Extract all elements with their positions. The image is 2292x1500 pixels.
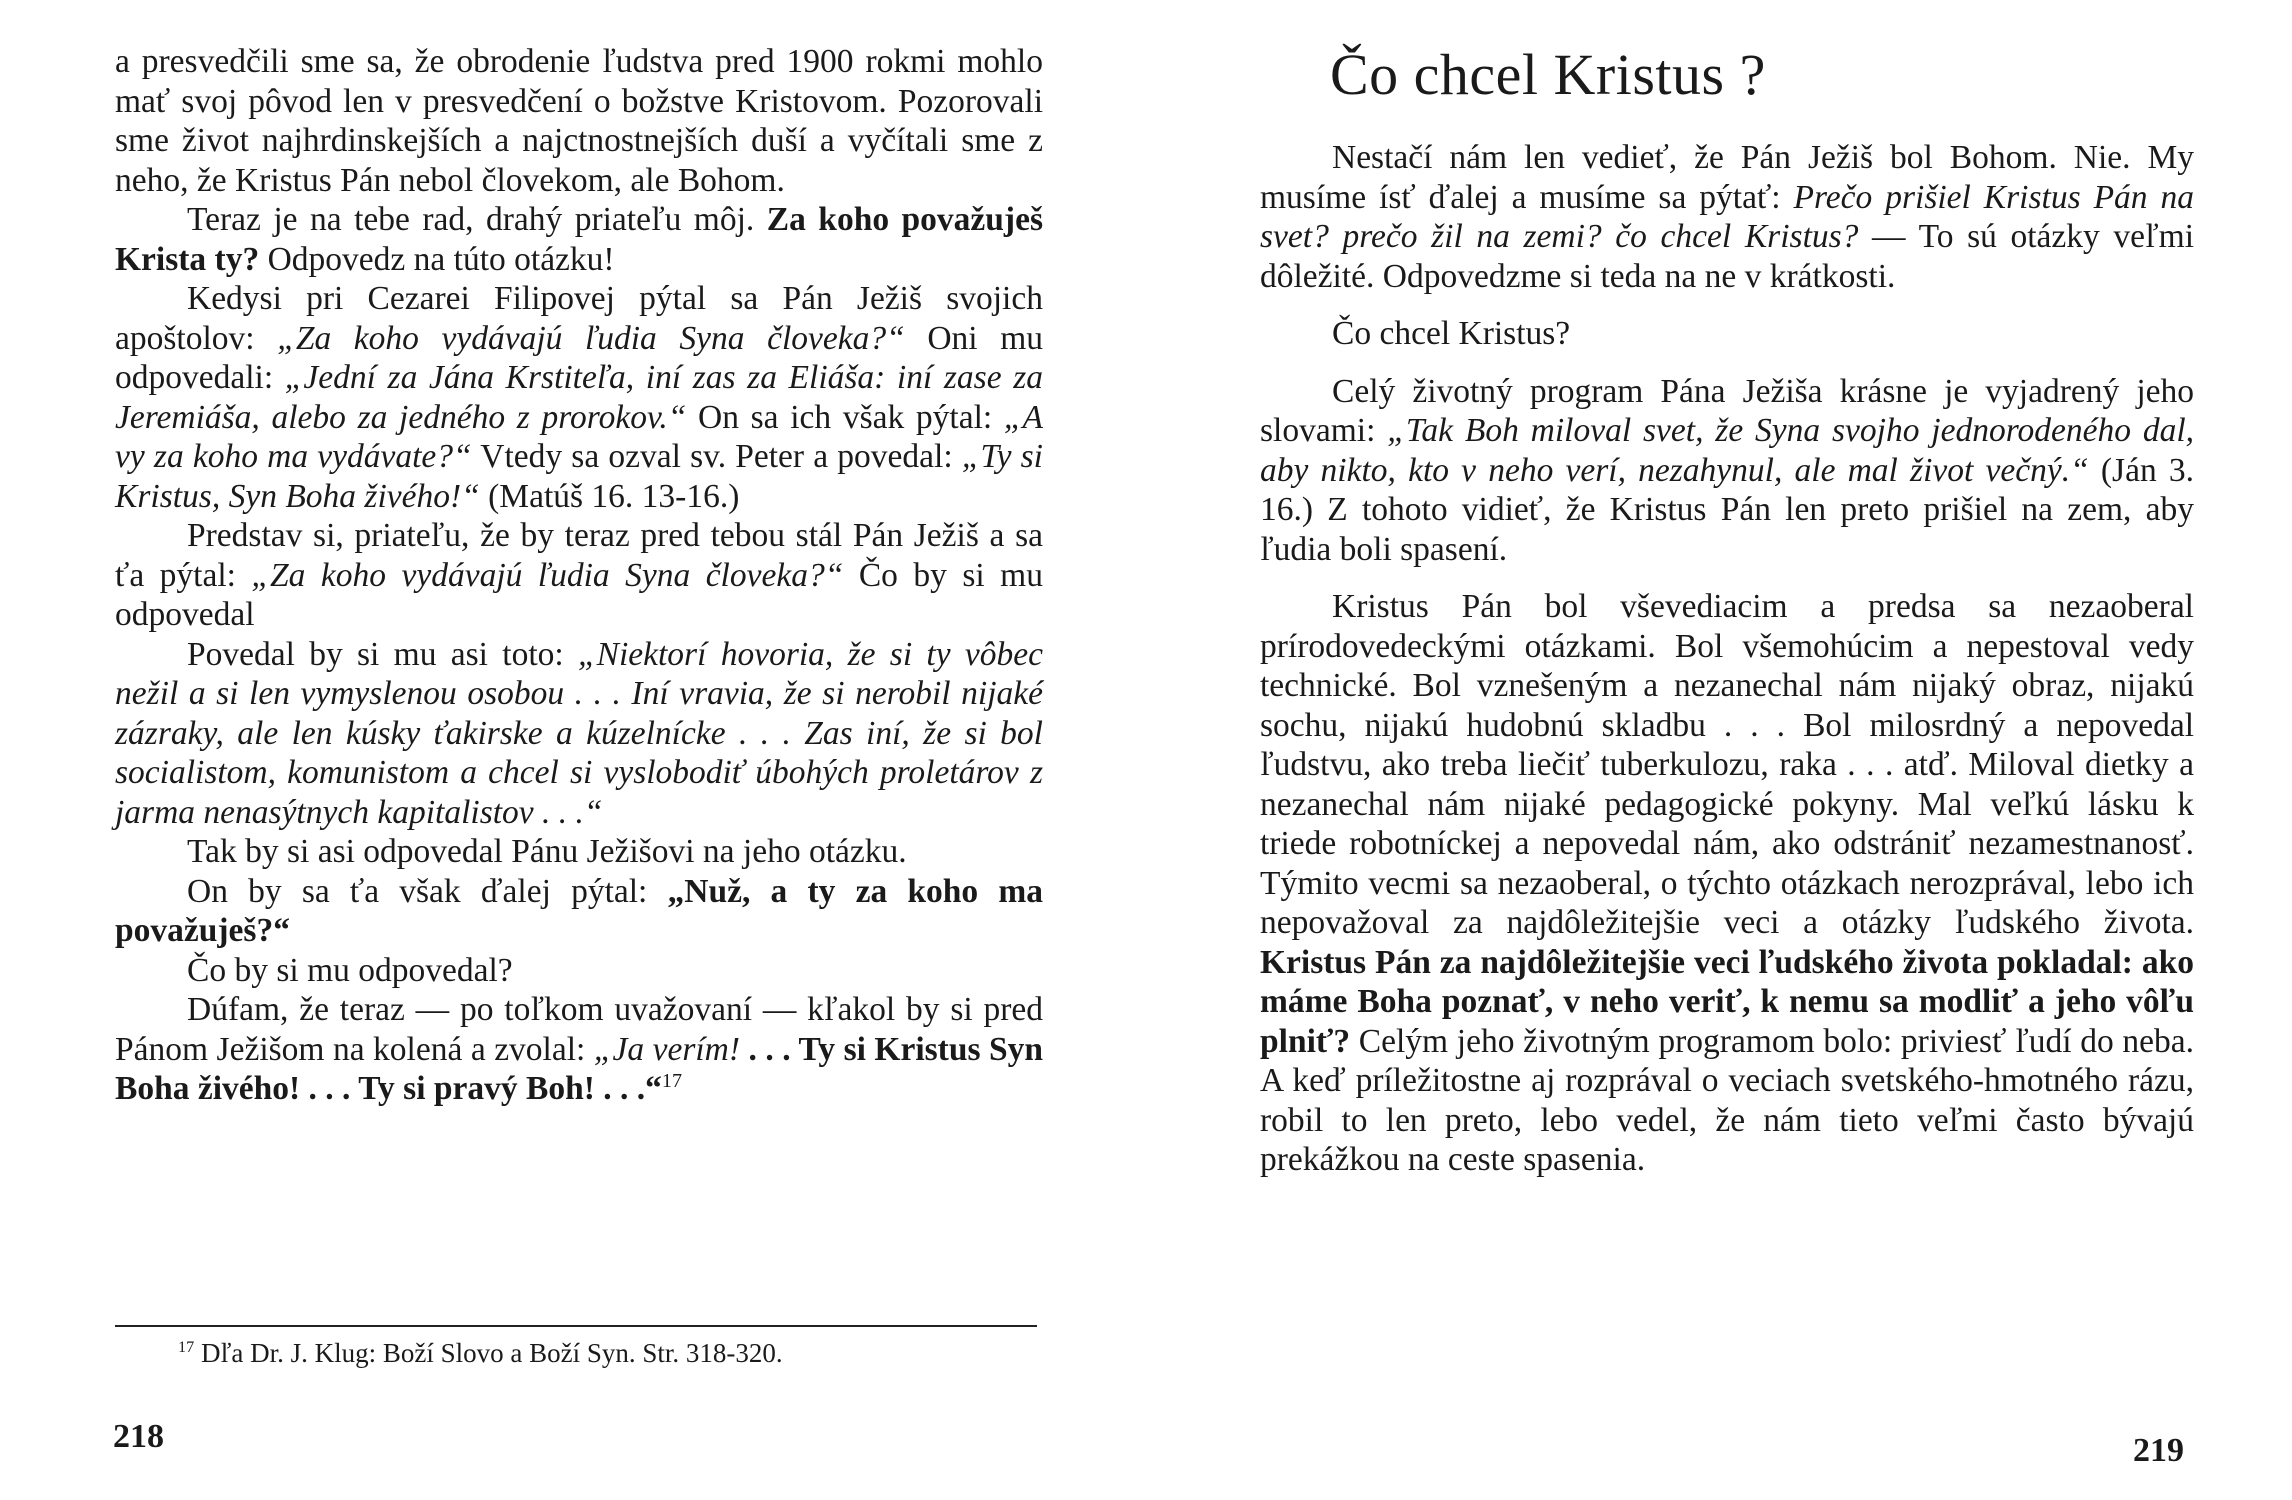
- text-segment: — To sú otázky veľmi dôležité. Odpovedzme si teda na ne v krátkosti.: [1260, 218, 2194, 295]
- text-segment: Nestačí nám len vedieť, že Pán Ježiš bol Bohom. Nie. My musíme ísť ďalej a musíme sa pýtať:: [1260, 139, 2194, 216]
- text-segment: „Za koho vydávajú ľudia Syna človeka?“: [251, 556, 844, 594]
- text-segment: (Ján 3. 16.) Z tohoto vidieť, že Kristus Pán len preto prišiel na zem, aby ľudia boli spasení.: [1260, 451, 2195, 568]
- text-segment: Prečo prišiel Kristus Pán na svet? prečo žil na zemi? čo chcel Kristus?: [1260, 178, 2194, 255]
- text-segment: Oni mu odpovedali:: [115, 319, 1044, 396]
- left-paragraph: [115, 872, 1043, 951]
- footnote: [178, 1336, 1038, 1370]
- text-segment: . . . Ty si Kristus Syn Boha živého! . . . Ty si pravý Boh! . . .“: [115, 1030, 1043, 1107]
- left-paragraph: [115, 200, 1043, 279]
- text-segment: „Ja verím!: [593, 1030, 741, 1068]
- text-segment: Dúfam, že teraz — po toľkom uvažovaní — kľakol by si pred Pánom Ježišom na kolená a zvolal:: [115, 991, 1043, 1068]
- text-segment: a presvedčili sme sa, že obrodenie ľudstva pred 1900 rokmi mohlo mať svoj pôvod len v presvedčení o božstve Kristovom. Pozorovali sme život najhrdinskejších a najctnostnejších duší a vyčítali sme z neho, že Kristus Pán nebol človekom, ale Bohom.: [115, 43, 1043, 199]
- text-segment: Čo by si mu odpovedal: [115, 556, 1043, 633]
- left-paragraph: [115, 42, 1043, 200]
- right-page: [1146, 0, 2292, 1500]
- text-segment: Za koho považuješ Krista ty?: [115, 201, 1043, 278]
- left-paragraph: [115, 951, 1043, 991]
- text-segment: „Ty si Kristus, Syn Boha živého!“: [115, 438, 1043, 515]
- text-segment: Celým jeho životným programom bolo: priviesť ľudí do neba. A keď príležitostne aj rozprával o veciach svetského-hmotného rázu, robil to len preto, lebo vedel, že nám tieto veľmi často bývajú prekážkou na ceste spasenia.: [1260, 1022, 2194, 1178]
- right-paragraph: [1260, 587, 2194, 1180]
- page-number-left: 218: [113, 1418, 164, 1455]
- text-segment: On sa ich však pýtal:: [686, 398, 1004, 436]
- text-segment: On by sa ťa však ďalej pýtal:: [187, 872, 668, 910]
- text-segment: Kristus Pán bol vševediacim a predsa sa nezaoberal prírodovedeckými otázkami. Bol všemohúcim a nepestoval vedy technické. Bol vznešeným a nezanechal nám nijaký obraz, nijakú sochu, nijakú hudobnú skladbu . . . Bol milosrdný a nepovedal ľudstvu, ako treba liečiť tuberkulozu, raka . . . atď. Miloval dietky a nezanechal nám nijaké pedagogické pokyny. Mal veľkú lásku k triede robotníckej a nepovedal nám, ako odstrániť nezamestnanosť. Týmito vecmi sa nezaoberal, o týchto otázkach nerozprával, lebo ich nepovažoval za najdôležitejšie veci a otázky ľudského života.: [1260, 588, 2194, 941]
- text-segment: „A vy za koho ma vydávate?“: [115, 398, 1043, 475]
- text-segment: „Za koho vydávajú ľudia Syna človeka?“: [277, 319, 905, 357]
- text-segment: Čo by si mu odpovedal?: [187, 951, 513, 989]
- text-segment: Čo chcel Kristus?: [1332, 315, 1571, 352]
- text-segment: Kristus Pán za najdôležitejšie veci ľudského života pokladal: ako máme Boha poznať, v neho veriť, k nemu sa modliť a jeho vôľu plniť?: [1260, 943, 2194, 1060]
- text-segment: Odpovedz na túto otázku!: [259, 240, 615, 278]
- text-segment: Tak by si asi odpovedal Pánu Ježišovi na jeho otázku.: [187, 833, 907, 870]
- right-paragraph: [1260, 314, 2194, 354]
- left-body-text: [115, 42, 1043, 1109]
- right-body-text: [1260, 138, 2194, 1198]
- text-segment: Povedal by si mu asi toto:: [187, 635, 578, 673]
- text-segment: „Tak Boh miloval svet, že Syna svojho jednorodeného dal, aby nikto, kto v neho verí, nezahynul, ale mal život večný.“: [1260, 412, 2195, 489]
- chapter-title: Čo chcel Kristus ?: [1330, 42, 1766, 107]
- text-segment: Predstav si, priateľu, že by teraz pred tebou stál Pán Ježiš a sa ťa pýtal:: [115, 517, 1043, 594]
- footnote-text: Dľa Dr. J. Klug: Boží Slovo a Boží Syn. Str. 318-320.: [200, 1338, 783, 1368]
- left-paragraph: [115, 832, 1043, 872]
- left-paragraph: [115, 990, 1043, 1109]
- page-number-right: 219: [2133, 1432, 2184, 1469]
- footnote-divider: [115, 1325, 1037, 1327]
- left-paragraph: [115, 516, 1043, 635]
- right-paragraph: [1260, 138, 2194, 296]
- text-segment: Celý životný program Pána Ježiša krásne je vyjadrený jeho slovami:: [1260, 372, 2194, 449]
- text-segment: „Nuž, a ty za koho ma považuješ?“: [115, 872, 1043, 949]
- text-segment: Vtedy sa ozval sv. Peter a povedal:: [471, 438, 962, 475]
- text-segment: Kedysi pri Cezarei Filipovej pýtal sa Pán Ježiš svojich apoštolov:: [115, 280, 1043, 357]
- footnote-reference: 17: [661, 1069, 683, 1092]
- text-segment: (Matúš 16. 13-16.): [479, 477, 740, 515]
- text-segment: „Niektorí hovoria, že si ty vôbec nežil a si len vymyslenou osobou . . . Iní vravia, že si nerobil nijaké zázraky, ale len kúsky ťakirske a kúzelnícke . . . Zas iní, že si bol socialistom, komunistom a chcel si vyslobodiť úbohých proletárov z jarma nenasýtnych kapitalistov . . .“: [115, 635, 1043, 831]
- text-segment: „Jední za Jána Krstiteľa, iní zas za Eliáša: iní zase za Jeremiáša, alebo za jedného z prorokov.“: [115, 359, 1043, 436]
- left-paragraph: [115, 635, 1043, 833]
- left-paragraph: [115, 279, 1043, 516]
- footnote-mark: 17: [178, 1338, 195, 1356]
- right-paragraph: [1260, 372, 2194, 570]
- text-segment: Teraz je na tebe rad, drahý priateľu môj.: [187, 201, 767, 238]
